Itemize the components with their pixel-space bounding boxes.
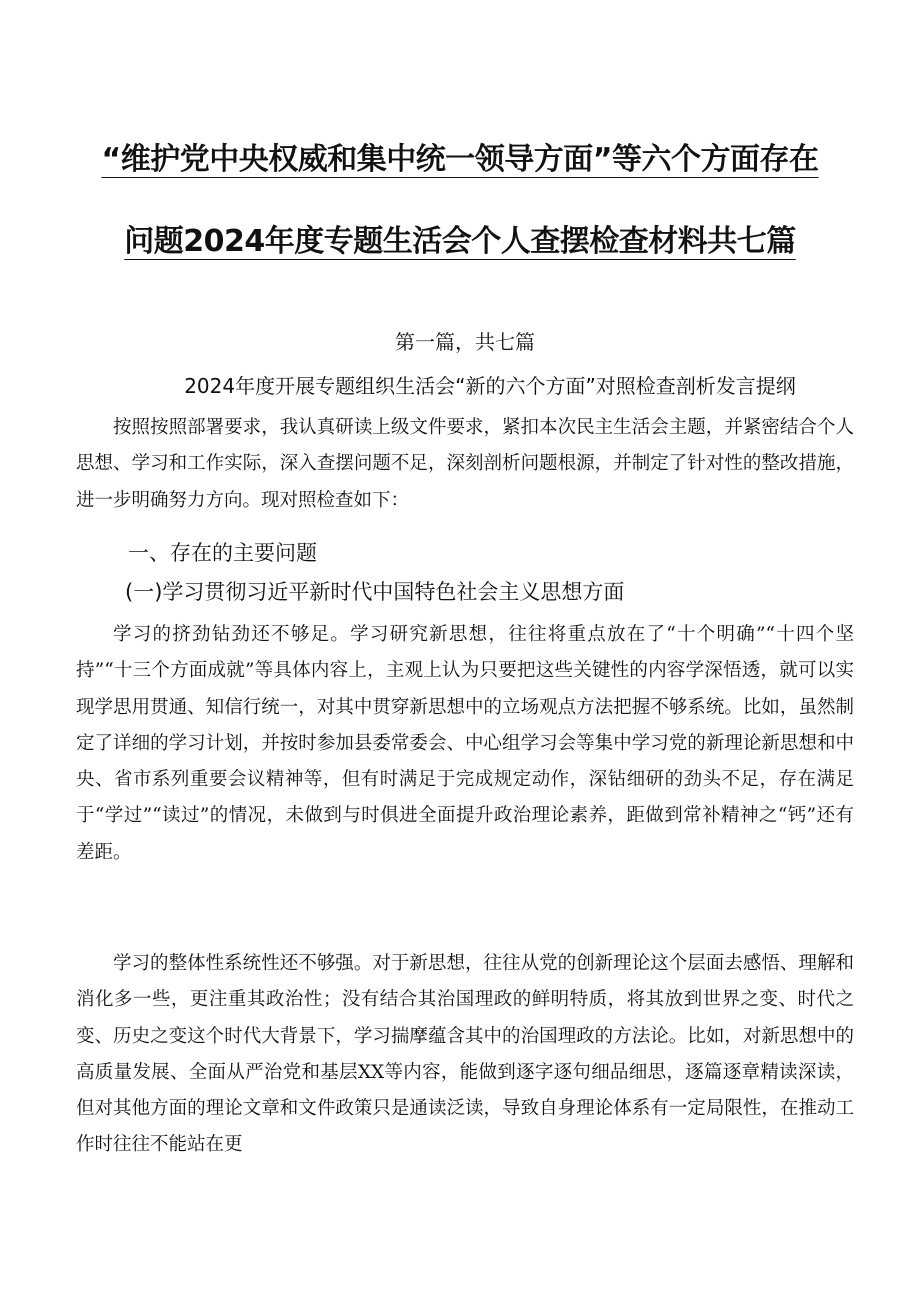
document-title-line-2: 问题2024年度专题生活会个人查摆检查材料共七篇 — [124, 224, 796, 259]
speech-title: 2024年度开展专题组织生活会“新的六个方面”对照检查剖析发言提纲 — [184, 374, 796, 398]
subsection-heading: (一)学习贯彻习近平新时代中国特色社会主义思想方面 — [125, 580, 625, 604]
body-paragraph-2: 学习的整体性系统性还不够强。对于新思想，往往从党的创新理论这个层面去感悟、理解和消化多一些，更注重其政治性；没有结合其治国理政的鲜明特质，将其放到世界之变、时代之变、历史之变这个时代大背景下，学习揣摩蕴含其中的治国理政的方法论。比如，对新思想中的高质量发展、全面从严治党和基层XX等内容，能做到逐字逐句细品细思，逐篇逐章精读深读，但对其他方面的理论文章和文件政策只是通读泛读，导致自身理论体系有一定局限性，在推动工作时往往不能站在更 — [76, 953, 854, 1156]
intro-paragraph: 按照按照部署要求，我认真研读上级文件要求，紧扣本次民主生活会主题，并紧密结合个人思想、学习和工作实际，深入查摆问题不足，深刻剖析问题根源，并制定了针对性的整改措施，进一步明确努力方向。现对照检查如下： — [76, 417, 854, 511]
document-title-line-1: “维护党中央权威和集中统一领导方面”等六个方面存在 — [101, 142, 819, 177]
section-heading: 一、存在的主要问题 — [128, 541, 317, 565]
chapter-label: 第一篇，共七篇 — [395, 330, 535, 354]
body-paragraph-1: 学习的挤劲钻劲还不够足。学习研究新思想，往往将重点放在了“十个明确”“十四个坚持”“十三个方面成就”等具体内容上，主观上认为只要把这些关键性的内容学深悟透，就可以实现学思用贯通、知信行统一，对其中贯穿新思想中的立场观点方法把握不够系统。比如，虽然制定了详细的学习计划，并按时参加县委常委会、中心组学习会等集中学习党的新理论新思想和中央、省市系列重要会议精神等，但有时满足于完成规定动作，深钻细研的劲头不足，存在满足于“学过”“读过”的情况，未做到与时俱进全面提升政治理论素养，距做到常补精神之“钙”还有差距。 — [76, 624, 854, 863]
